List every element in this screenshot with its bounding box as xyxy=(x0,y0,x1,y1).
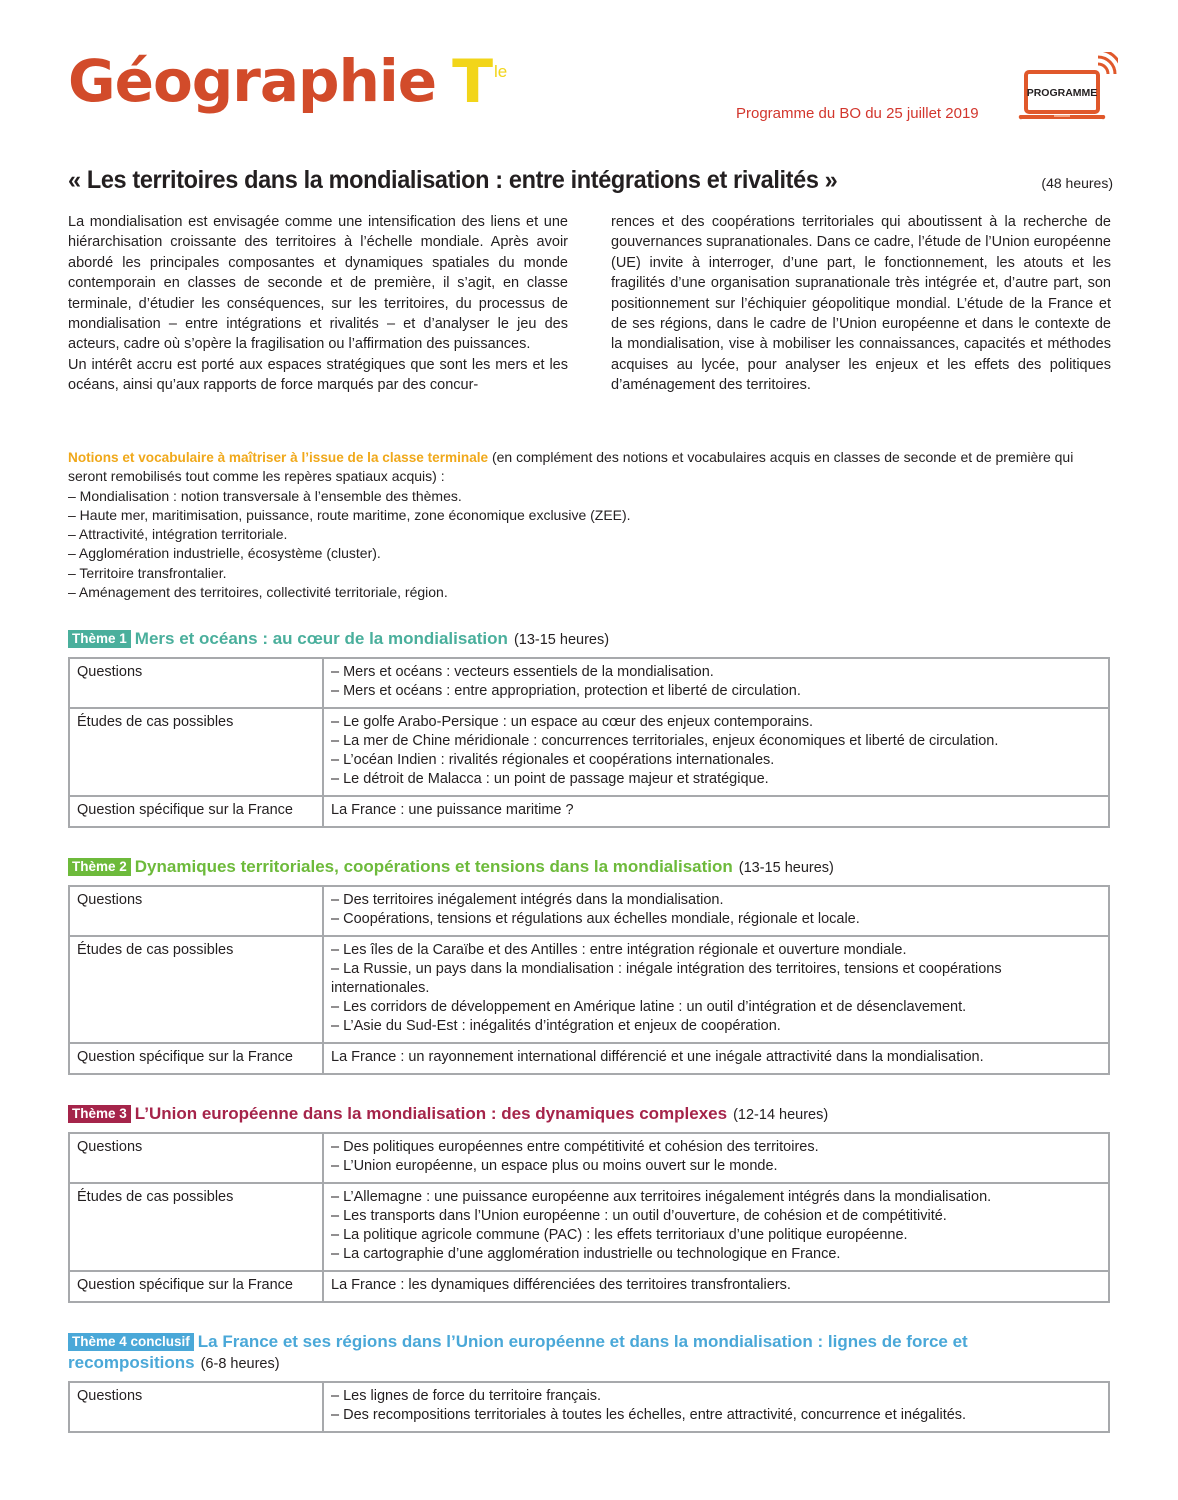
row-label: Études de cas possibles xyxy=(69,708,323,796)
list-item: – L’Union européenne, un espace plus ou moins ouvert sur le monde. xyxy=(331,1158,778,1174)
programme-hours: (48 heures) xyxy=(1041,175,1113,191)
notion-item: – Mondialisation : notion transversale à l’ensemble des thèmes. xyxy=(68,487,462,504)
row-label: Question spécifique sur la France xyxy=(69,796,323,827)
theme-table xyxy=(68,657,1110,828)
level-letter: T xyxy=(452,47,494,117)
list-item: – Les transports dans l’Union européenne : un outil d’ouverture, de cohésion et de compétitivité. xyxy=(331,1208,947,1224)
list-item: – Le golfe Arabo-Persique : un espace au cœur des enjeux contemporains. xyxy=(331,714,814,730)
list-item: – Mers et océans : vecteurs essentiels de la mondialisation. xyxy=(331,664,714,680)
row-label: Questions xyxy=(69,886,323,936)
svg-text:PROGRAMME: PROGRAMME xyxy=(1026,87,1098,99)
list-item: – Des politiques européennes entre compétitivité et cohésion des territoires. xyxy=(331,1139,819,1155)
list-item: – Mers et océans : entre appropriation, protection et liberté de circulation. xyxy=(331,683,801,699)
row-label: Études de cas possibles xyxy=(69,936,323,1043)
notions-intro-text: (en complément des notions et vocabulaires acquis en classes de seconde et de première qui seront remobilisés tout comme les repères spatiaux acquis) : xyxy=(68,449,1074,485)
intro-paragraph: rences et des coopérations territoriales qui aboutissent à la recherche de gouvernances supranationales. Dans ce cadre, l’étude de l’Union européenne (UE) invite à interroger, d’une part, le fonctionnement, les atouts et les fragilités d’une organisation supranationale très intégrée et, d’autre part, son positionnement sur l’échiquier géopolitique mondial. L’étude de la France et de ses régions, dans le cadre de l’Union européenne et dans le contexte de la mondialisation, vise à mobiliser les connaissances, capacités et méthodes acquises au lycée, pour analyser les enjeux et les effets des politiques d’aménagement des territoires. xyxy=(611,214,1111,394)
table-row xyxy=(69,886,1109,936)
theme-heading xyxy=(68,856,1110,879)
row-content xyxy=(323,936,1109,1043)
theme-2-section xyxy=(68,856,1110,1075)
theme-title: La France et ses régions dans l’Union européenne et dans la mondialisation : lignes de force et recompositions xyxy=(68,1332,968,1372)
row-content xyxy=(323,1133,1109,1183)
row-label: Questions xyxy=(69,1382,323,1432)
list-item: – Coopérations, tensions et régulations aux échelles mondiale, régionale et locale. xyxy=(331,911,860,927)
theme-badge: Thème 3 xyxy=(68,1105,131,1123)
table-row xyxy=(69,1133,1109,1183)
table-row xyxy=(69,1382,1109,1432)
theme-table xyxy=(68,1132,1110,1303)
table-row xyxy=(69,796,1109,827)
table-row xyxy=(69,658,1109,708)
main-heading xyxy=(68,166,1113,195)
intro-paragraph: La mondialisation est envisagée comme une intensification des liens et une hiérarchisation croissante des territoires à l’échelle mondiale. Après avoir abordé les principales composantes et dynamiques spatiales du monde contemporain en classes de seconde et de première, il s’agit, en classe terminale, d’étudier les conséquences, sur les territoires, du processus de mondialisation – entre intégrations et rivalités – et d’analyser le jeu des acteurs, cadre où s’opère la fragilisation ou l’affirmation des puissances. xyxy=(68,214,568,353)
list-item: – Des territoires inégalement intégrés dans la mondialisation. xyxy=(331,892,724,908)
list-item: – Les lignes de force du territoire français. xyxy=(331,1388,601,1404)
row-content: La France : une puissance maritime ? xyxy=(323,796,1109,827)
intro-left-column xyxy=(68,212,568,396)
notion-item: – Agglomération industrielle, écosystème (cluster). xyxy=(68,545,381,562)
laptop-wifi-icon xyxy=(1018,52,1118,124)
programme-laptop-icon xyxy=(1018,52,1118,124)
table-row xyxy=(69,936,1109,1043)
list-item: – La cartographie d’une agglomération industrielle ou technologique en France. xyxy=(331,1246,841,1262)
theme-badge: Thème 4 conclusif xyxy=(68,1333,194,1351)
table-row xyxy=(69,1183,1109,1271)
table-row xyxy=(69,1271,1109,1302)
list-item: – L’Asie du Sud-Est : inégalités d’intégration et enjeux de coopération. xyxy=(331,1018,781,1034)
intro-text xyxy=(68,212,1111,396)
list-item: – Des recompositions territoriales à toutes les échelles, entre attractivité, concurrence et inégalités. xyxy=(331,1407,967,1423)
row-label: Questions xyxy=(69,1133,323,1183)
notion-item: – Haute mer, maritimisation, puissance, route maritime, zone économique exclusive (ZEE). xyxy=(68,506,631,523)
row-content: La France : un rayonnement international différencié et une inégale attractivité dans la mondialisation. xyxy=(323,1043,1109,1074)
row-label: Question spécifique sur la France xyxy=(69,1043,323,1074)
list-item: – La politique agricole commune (PAC) : les effets territoriaux d’une politique européenne. xyxy=(331,1227,908,1243)
row-label: Études de cas possibles xyxy=(69,1183,323,1271)
theme-hours: (13-15 heures) xyxy=(513,632,610,648)
row-label: Questions xyxy=(69,658,323,708)
level-superscript: le xyxy=(494,62,508,81)
table-row xyxy=(69,708,1109,796)
programme-title: « Les territoires dans la mondialisation : entre intégrations et rivalités » xyxy=(68,166,838,194)
theme-badge: Thème 1 xyxy=(68,630,131,648)
theme-hours: (12-14 heures) xyxy=(733,1107,829,1123)
list-item: – L’océan Indien : rivalités régionales et coopérations internationales. xyxy=(331,752,775,768)
row-content xyxy=(323,886,1109,936)
subject-title: Géographie xyxy=(68,47,437,115)
row-content xyxy=(323,658,1109,708)
theme-1-section xyxy=(68,628,1110,828)
theme-3-section xyxy=(68,1103,1110,1303)
row-content: La France : les dynamiques différenciées des territoires transfrontaliers. xyxy=(323,1271,1109,1302)
theme-table xyxy=(68,1381,1110,1433)
theme-title: Dynamiques territoriales, coopérations et tensions dans la mondialisation xyxy=(134,857,733,876)
notion-item: – Territoire transfrontalier. xyxy=(68,564,227,581)
theme-badge: Thème 2 xyxy=(68,858,131,876)
list-item: – La mer de Chine méridionale : concurrences territoriales, enjeux économiques et liberté de circulation. xyxy=(331,733,999,749)
notion-item: – Aménagement des territoires, collectivité territoriale, région. xyxy=(68,584,448,601)
list-item: – Les corridors de développement en Amérique latine : un outil d’intégration et de désenclavement. xyxy=(331,999,967,1015)
list-item: – L’Allemagne : une puissance européenne aux territoires inégalement intégrés dans la mondialisation. xyxy=(331,1189,992,1205)
notions-heading: Notions et vocabulaire à maîtriser à l’issue de la classe terminale xyxy=(68,450,489,465)
theme-heading xyxy=(68,628,1110,651)
theme-hours: (13-15 heures) xyxy=(738,860,834,876)
list-item: – Le détroit de Malacca : un point de passage majeur et stratégique. xyxy=(331,771,769,787)
row-content xyxy=(323,1382,1109,1432)
intro-paragraph: Un intérêt accru est porté aux espaces stratégiques que sont les mers et les océans, ainsi qu’aux rapports de force marqués par des concur- xyxy=(68,356,568,394)
notions-list xyxy=(68,487,1113,603)
theme-heading xyxy=(68,1103,1110,1126)
theme-title: Mers et océans : au cœur de la mondialisation xyxy=(134,629,508,648)
notion-item: – Attractivité, intégration territoriale. xyxy=(68,526,288,543)
notions-section xyxy=(68,448,1113,602)
theme-heading xyxy=(68,1331,1110,1375)
theme-title: L’Union européenne dans la mondialisation : des dynamiques complexes xyxy=(134,1104,728,1123)
bo-reference: Programme du BO du 25 juillet 2019 xyxy=(736,105,979,122)
page-title xyxy=(68,47,508,117)
theme-table xyxy=(68,885,1110,1075)
notions-intro xyxy=(68,448,1113,487)
row-content xyxy=(323,1183,1109,1271)
list-item: – Les îles de la Caraïbe et des Antilles : entre intégration régionale et ouverture mondiale. xyxy=(331,942,907,958)
theme-hours: (6-8 heures) xyxy=(200,1356,280,1372)
row-content xyxy=(323,708,1109,796)
row-label: Question spécifique sur la France xyxy=(69,1271,323,1302)
list-item: – La Russie, un pays dans la mondialisation : inégale intégration des territoires, tensions et coopérations internationales. xyxy=(331,961,1002,996)
theme-4-section xyxy=(68,1331,1110,1433)
table-row xyxy=(69,1043,1109,1074)
intro-right-column xyxy=(611,212,1111,396)
